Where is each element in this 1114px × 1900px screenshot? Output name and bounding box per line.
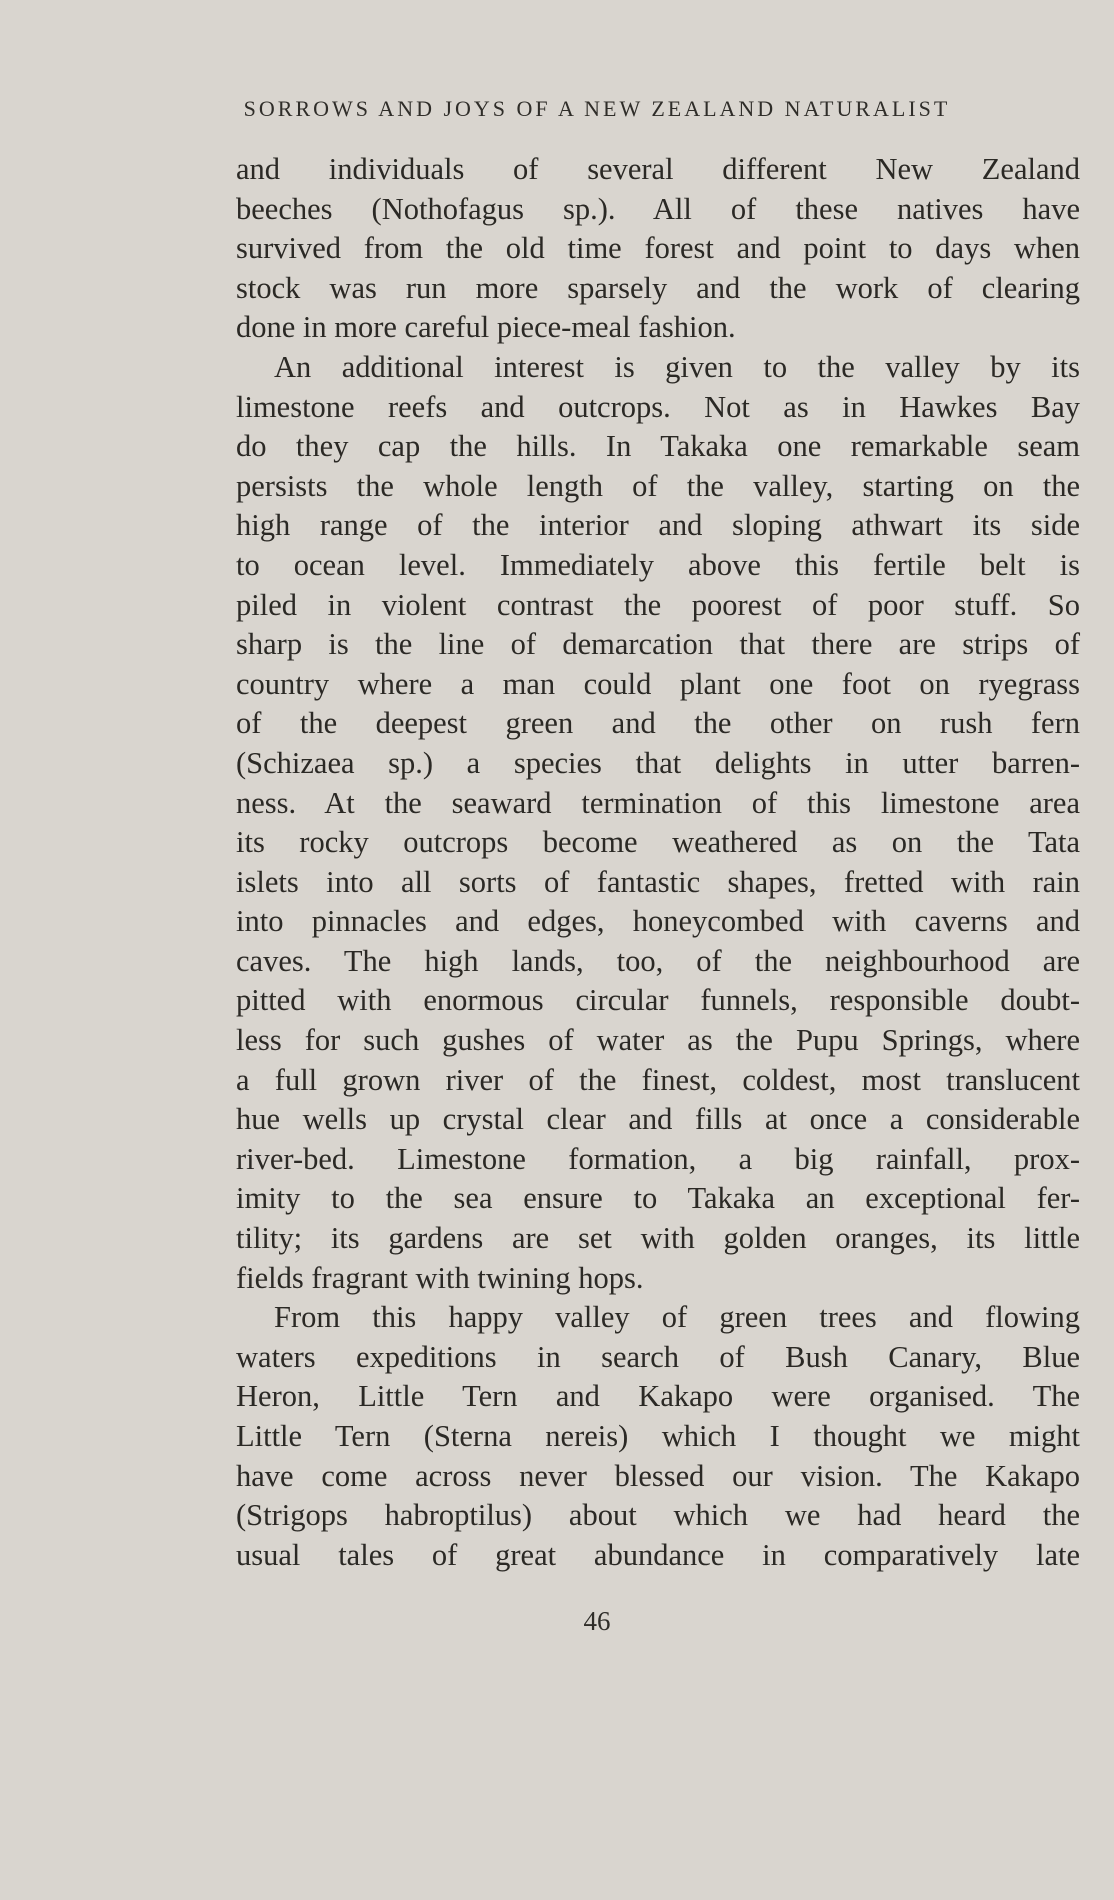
text-line: fields fragrant with twining hops. (236, 1260, 644, 1295)
text-line: sharp is the line of demarcation that there are strips of (236, 627, 1080, 662)
text-line: (Schizaea sp.) a species that delights in utter barren- (236, 745, 1080, 780)
text-line: imity to the sea ensure to Takaka an exceptional fer- (236, 1181, 1080, 1216)
text-line: to ocean level. Immediately above this fertile belt is (236, 547, 1080, 582)
text-line: piled in violent contrast the poorest of poor stuff. So (236, 587, 1080, 622)
text-line: country where a man could plant one foot on ryegrass (236, 666, 1080, 701)
text-line: high range of the interior and sloping athwart its side (236, 508, 1080, 543)
text-line: (Strigops habroptilus) about which we had heard the (236, 1498, 1080, 1533)
text-line: ness. At the seaward termination of this limestone area (236, 785, 1080, 820)
text-line: From this happy valley of green trees and flowing (274, 1300, 1080, 1335)
text-line: persists the whole length of the valley, starting on the (236, 468, 1080, 503)
text-line: river-bed. Limestone formation, a big rainfall, prox- (236, 1141, 1080, 1176)
text-line: its rocky outcrops become weathered as on the Tata (236, 825, 1080, 860)
text-line: tility; its gardens are set with golden oranges, its little (236, 1221, 1080, 1256)
text-line: Little Tern (Sterna nereis) which I thought we might (236, 1419, 1080, 1453)
text-line: usual tales of great abundance in comparatively late (236, 1537, 1080, 1572)
text-line: a full grown river of the finest, coldest, most translucent (236, 1062, 1080, 1097)
text-line: of the deepest green and the other on rush fern (236, 706, 1080, 741)
text-line: limestone reefs and outcrops. Not as in Hawkes Bay (236, 389, 1080, 424)
text-line: beeches (Nothofagus sp.). All of these natives have (236, 191, 1080, 226)
text-line: less for such gushes of water as the Pupu Springs, where (236, 1023, 1080, 1058)
text-line: stock was run more sparsely and the work of clearing (236, 270, 1080, 305)
text-line: into pinnacles and edges, honeycombed with caverns and (236, 904, 1080, 939)
text-line: survived from the old time forest and point to days when (236, 231, 1080, 266)
text-line: caves. The high lands, too, of the neighbourhood are (236, 943, 1080, 978)
text-line: Heron, Little Tern and Kakapo were organised. The (236, 1379, 1080, 1414)
running-head: SORROWS AND JOYS OF A NEW ZEALAND NATURALIST (243, 96, 951, 121)
text-line: An additional interest is given to the valley by its (274, 349, 1080, 384)
text-line: have come across never blessed our vision. The Kakapo (236, 1458, 1080, 1493)
text-line: islets into all sorts of fantastic shapes, fretted with rain (236, 864, 1080, 899)
text-line: do they cap the hills. In Takaka one remarkable seam (236, 429, 1080, 464)
text-line: waters expeditions in search of Bush Canary, Blue (236, 1339, 1080, 1374)
text-line: done in more careful piece-meal fashion. (236, 310, 736, 345)
body-text (236, 150, 1080, 1575)
text-line: and individuals of several different New Zealand (236, 152, 1080, 186)
page-number: 46 (583, 1606, 611, 1636)
text-line: pitted with enormous circular funnels, responsible doubt- (236, 983, 1080, 1018)
text-line: hue wells up crystal clear and fills at once a considerable (236, 1102, 1080, 1137)
